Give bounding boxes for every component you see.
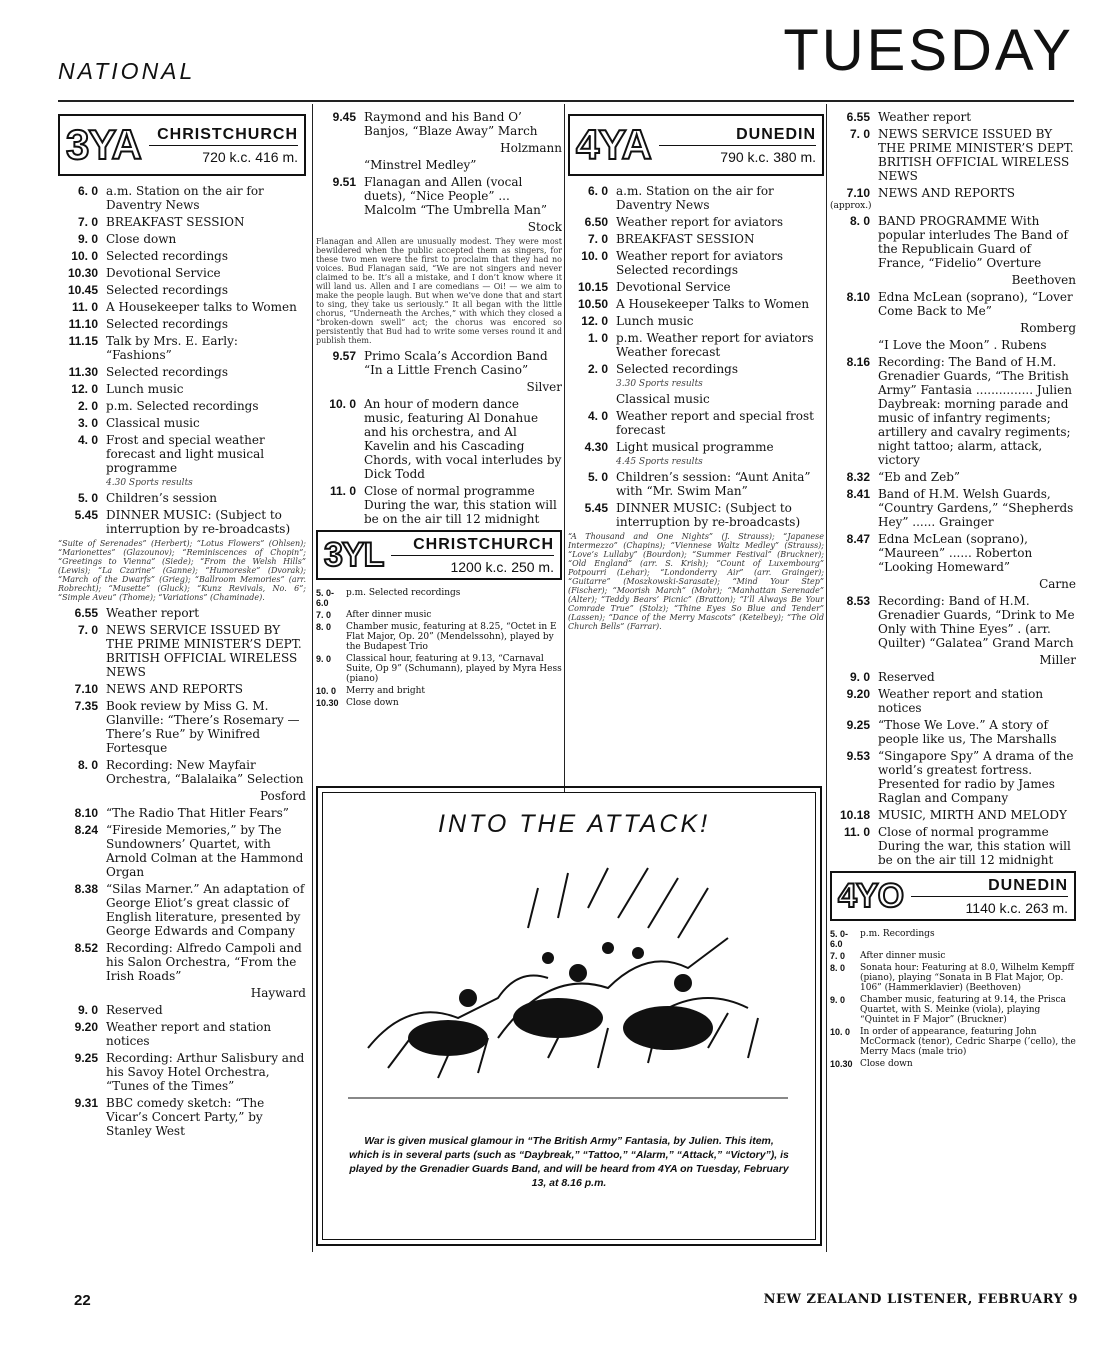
entry-time: 7. 0 [587, 232, 608, 246]
entry-time: 2. 0 [587, 362, 608, 376]
entry-time: 8. 0 [849, 214, 870, 228]
schedule-entry [58, 283, 306, 297]
schedule-entry [568, 362, 824, 376]
entry-time: 8.10 [74, 806, 98, 820]
entry-description: Children’s session [106, 491, 217, 505]
schedule-list [316, 397, 562, 526]
schedule-list [830, 355, 1076, 574]
schedule-entry [58, 249, 306, 263]
entry-description: “Singapore Spy” A drama of the world’s greatest fortress. Presented for radio by James Raglan and Company [878, 749, 1074, 805]
schedule-entry [58, 365, 306, 379]
entry-description: Selected recordings [616, 362, 739, 376]
entry-time: 9.20 [846, 687, 870, 701]
entry-description: “Those We Love.” A story of people like us, The Marshalls [878, 718, 1057, 746]
entry-time: 9.25 [74, 1051, 98, 1065]
page-number: 22 [74, 1292, 91, 1309]
schedule-entry [316, 484, 562, 526]
schedule-entry [568, 409, 824, 437]
entry-time: 4.30 [584, 440, 608, 454]
schedule-entry [568, 501, 824, 529]
schedule-entry [568, 440, 824, 454]
entry-time: 5. 0 [587, 470, 608, 484]
entry-time: 9.25 [846, 718, 870, 732]
schedule-entry [316, 622, 562, 652]
sports-results: 3.30 Sports results [616, 379, 703, 389]
entry-time: 10.45 [67, 283, 98, 297]
entry-time: 7.10 [74, 682, 98, 696]
schedule-entry [58, 334, 306, 362]
entry-description: Weather report for aviators Selected recordings [616, 249, 784, 277]
schedule-entry [58, 1003, 306, 1017]
schedule-entry [316, 686, 562, 696]
schedule-entry [58, 433, 306, 475]
section-label: NATIONAL [58, 58, 196, 84]
into-the-attack-feature [316, 786, 822, 1246]
schedule-list [830, 929, 1076, 1069]
entry-description: In order of appearance, featuring John McCormack (tenor), Cedric Sharpe (’cello), the Merry Macs (male trio) [860, 1027, 1076, 1057]
schedule-entry [568, 249, 824, 277]
composer-credit: Romberg [1020, 321, 1076, 335]
schedule-entry [830, 951, 1076, 961]
schedule-entry [58, 699, 306, 755]
publication-footer: NEW ZEALAND LISTENER, FEBRUARY 9 [763, 1292, 1078, 1307]
entry-description: Selected recordings [106, 317, 229, 331]
entry-description: Primo Scala’s Accordion Band “In a Little French Casino” [364, 349, 548, 377]
schedule-entry [58, 508, 306, 536]
schedule-entry [316, 654, 562, 684]
day-title: TUESDAY [783, 18, 1074, 83]
entry-description: After dinner music [860, 951, 946, 961]
schedule-entry [830, 670, 1076, 684]
entry-description: Sonata hour: Featuring at 8.0, Wilhelm Kempff (piano), playing “Sonata in B Flat Major, Op. 106” (Hammerklavier) (Beethoven) [860, 963, 1074, 993]
schedule-list [316, 588, 562, 708]
entry-description: NEWS AND REPORTS [106, 682, 243, 696]
schedule-list [58, 1003, 306, 1138]
entry-time: 10. 0 [581, 249, 608, 263]
entry-description: Band of H.M. Welsh Guards, “Country Gardens,” “Shepherds Hey” ...... Grainger [878, 487, 1074, 529]
entry-description: “Fireside Memories,” by The Sundowners’ Quartet, with Arnold Colman at the Hammond Organ [106, 823, 304, 879]
entry-time: 8.24 [74, 823, 98, 837]
entry-description: Close down [860, 1059, 913, 1069]
schedule-entry [58, 266, 306, 280]
schedule-list [58, 606, 306, 786]
schedule-list [316, 349, 562, 377]
entry-description: p.m. Weather report for aviators Weather forecast [616, 331, 814, 359]
schedule-entry [568, 470, 824, 498]
entry-time: 9.51 [332, 175, 356, 189]
entry-time: 11.15 [68, 334, 98, 348]
schedule-list [568, 184, 824, 376]
entry-time: 12. 0 [581, 314, 608, 328]
entry-time: 3. 0 [77, 416, 98, 430]
station-code: 4YA [576, 121, 651, 168]
entry-description: DINNER MUSIC: (Subject to interruption by re-broadcasts) [616, 501, 801, 529]
entry-description: Selected recordings [106, 365, 229, 379]
entry-time: 11. 0 [329, 484, 356, 498]
entry-time: 10. 0 [71, 249, 98, 263]
schedule-entry [316, 110, 562, 138]
schedule-entry [58, 1020, 306, 1048]
entry-time: 7. 0 [77, 623, 98, 637]
schedule-entry [830, 290, 1076, 318]
schedule-entry [830, 186, 1076, 200]
entry-time: 5. 0-6.0 [830, 929, 849, 949]
entry-description: BREAKFAST SESSION [106, 215, 245, 229]
entry-time: 5.45 [74, 508, 98, 522]
station-frequency: 1200 k.c. 250 m. [450, 558, 554, 575]
entry-time: 9.53 [846, 749, 870, 763]
entry-description: BBC comedy sketch: “The Vicar’s Concert Party,” by Stanley West [106, 1096, 265, 1138]
entry-description: Chamber music, featuring at 9.14, the Prisca Quartet, with S. Meinke (viola), playing “Quintet in F Major” (Bruckner) [860, 995, 1066, 1025]
station-city: CHRISTCHURCH [391, 536, 554, 556]
entry-time: 11. 0 [71, 300, 98, 314]
entry-description: Weather report for aviators [616, 215, 784, 229]
entry-description: p.m. Selected recordings [106, 399, 259, 413]
entry-description: BAND PROGRAMME With popular interludes The Band of the Republicain Guard of France, “Fidelio” Overture [878, 214, 1068, 270]
schedule-list [568, 470, 824, 529]
schedule-entry [830, 718, 1076, 746]
entry-description: Flanagan and Allen (vocal duets), “Nice People” ... Malcolm “The Umbrella Man” [364, 175, 547, 217]
entry-description: Talk by Mrs. E. Early: “Fashions” [106, 334, 238, 362]
schedule-entry [58, 317, 306, 331]
entry-description: Selected recordings [106, 249, 229, 263]
entry-description: “Eb and Zeb” [878, 470, 961, 484]
schedule-list [316, 110, 562, 138]
schedule-list [568, 409, 824, 454]
schedule-list [316, 175, 562, 217]
schedule-entry [58, 882, 306, 938]
entry-time: 7.10 [846, 186, 870, 200]
column-3ya [58, 110, 306, 1141]
schedule-entry [58, 806, 306, 820]
schedule-list [830, 670, 1076, 867]
schedule-entry [568, 232, 824, 246]
entry-description: Lunch music [106, 382, 184, 396]
entry-description: Chamber music, featuring at 8.25, “Octet in E Flat Major, Op. 20” (Mendelssohn), played by the Budapest Trio [346, 622, 557, 652]
entry-time: 8.47 [846, 532, 870, 546]
composer-credit: Miller [1039, 653, 1076, 667]
program-title: “Minstrel Medley” [364, 158, 477, 172]
entry-description: Recording: New Mayfair Orchestra, “Balalaika” Selection [106, 758, 304, 786]
entry-description: Recording: Band of H.M. Grenadier Guards, “Drink to Me Only with Thine Eyes” . (arr. Quilter) “Galatea” Grand March [878, 594, 1075, 650]
schedule-list [830, 594, 1076, 650]
sports-results: 4.45 Sports results [616, 457, 703, 467]
schedule-entry [58, 623, 306, 679]
station-city: DUNEDIN [659, 126, 816, 146]
entry-description: Reserved [106, 1003, 163, 1017]
schedule-entry [58, 184, 306, 212]
schedule-entry [58, 1051, 306, 1093]
composer-credit: Posford [259, 789, 306, 803]
entry-time: 12. 0 [71, 382, 98, 396]
entry-time: 6.55 [74, 606, 98, 620]
entry-description: Recording: Alfredo Campoli and his Salon Orchestra, “From the Irish Roads” [106, 941, 302, 983]
entry-time: 10.50 [577, 297, 608, 311]
entry-description: Selected recordings [106, 283, 229, 297]
entry-time: 10.30 [316, 698, 339, 708]
entry-time: 7. 0 [316, 610, 332, 620]
station-code: 4YO [838, 877, 904, 915]
schedule-entry [830, 963, 1076, 993]
entry-description: p.m. Recordings [860, 929, 935, 939]
schedule-entry [58, 823, 306, 879]
schedule-list [58, 184, 306, 475]
entry-time: 7. 0 [830, 951, 846, 961]
entry-description: Close down [106, 232, 177, 246]
feature-caption: War is given musical glamour in “The British Army” Fantasia, by Julien. This item, which is in several parts (such as “Daybreak,” “Tattoo,” “Alarm,” “Attack,” “Victory”), is played by the Grenadier Guards Band, and will be heard from 4YA on Tuesday, February 13, at 8.16 p.m. [349, 1135, 789, 1189]
entry-description: a.m. Station on the air for Daventry News [616, 184, 774, 212]
station-box-3yl [316, 530, 562, 580]
composer-credit: Carne [1039, 577, 1076, 591]
schedule-entry [58, 232, 306, 246]
entry-time: 1. 0 [587, 331, 608, 345]
entry-time: 8.52 [74, 941, 98, 955]
station-city: CHRISTCHURCH [149, 126, 298, 146]
entry-time: 7. 0 [849, 127, 870, 141]
schedule-entry [316, 610, 562, 620]
composer-credit: Beethoven [1011, 273, 1076, 287]
entry-time: 10.30 [830, 1059, 853, 1069]
schedule-entry [58, 300, 306, 314]
entry-description: Close of normal programme During the war, this station will be on the air till 12 midnight [364, 484, 557, 526]
schedule-entry [58, 382, 306, 396]
entry-description: Weather report [878, 110, 972, 124]
entry-description: An hour of modern dance music, featuring Al Donahue and his orchestra, and Al Kavelin and his Cascading Chords, with vocal interludes by Dick Todd [364, 397, 562, 481]
entry-description: Devotional Service [106, 266, 221, 280]
entry-description: Raymond and his Band O’ Banjos, “Blaze Away” March [364, 110, 538, 138]
schedule-entry [830, 355, 1076, 467]
schedule-entry [830, 929, 1076, 949]
schedule-entry [58, 491, 306, 505]
station-box-4ya [568, 114, 824, 176]
entry-description: p.m. Selected recordings [346, 588, 461, 598]
entry-time: 9. 0 [849, 670, 870, 684]
schedule-entry [830, 470, 1076, 484]
entry-description: MUSIC, MIRTH AND MELODY [878, 808, 1067, 822]
entry-description: Classical hour, featuring at 9.13, “Carnaval Suite, Op 9” (Schumann), played by Myra Hess (piano) [346, 654, 562, 684]
station-box-3ya [58, 114, 306, 176]
entry-time: 6. 0 [587, 184, 608, 198]
entry-time: 8.32 [846, 470, 870, 484]
station-box-4yo [830, 871, 1076, 921]
schedule-list [830, 214, 1076, 270]
entry-description: A Housekeeper talks to Women [106, 300, 297, 314]
entry-time: 6. 0 [77, 184, 98, 198]
entry-description: Edna McLean (soprano), “Lover Come Back to Me” [878, 290, 1073, 318]
entry-time: 9.45 [332, 110, 356, 124]
entry-time: 4. 0 [587, 409, 608, 423]
entry-description: NEWS SERVICE ISSUED BY THE PRIME MINISTER’S DEPT. BRITISH OFFICIAL WIRELESS NEWS [878, 127, 1074, 183]
entry-description: Weather report and station notices [878, 687, 1044, 715]
entry-time: 8.10 [846, 290, 870, 304]
entry-description: Children’s session: “Aunt Anita” with “Mr. Swim Man” [616, 470, 811, 498]
entry-description: Recording: The Band of H.M. Grenadier Guards, “The British Army” Fantasia ............... Julien Daybreak: morning parade and music of infantry regiments; artillery and cavalry regiments; night tattoo; alarm, attack, victory [878, 355, 1072, 467]
schedule-entry [830, 1059, 1076, 1069]
schedule-entry [568, 215, 824, 229]
entry-description: Merry and bright [346, 686, 425, 696]
station-frequency: 1140 k.c. 263 m. [965, 899, 1068, 916]
column-4ya [568, 110, 824, 780]
entry-time: 10. 0 [329, 397, 356, 411]
schedule-entry [568, 314, 824, 328]
entry-description: Close of normal programme During the war, this station will be on the air till 12 midnight [878, 825, 1071, 867]
composer-credit: Hayward [250, 986, 306, 1000]
station-city: DUNEDIN [911, 877, 1068, 897]
entry-time: 5. 0-6.0 [316, 588, 335, 608]
entry-description: NEWS AND REPORTS [878, 186, 1015, 200]
entry-description: A Housekeeper Talks to Women [616, 297, 810, 311]
entry-time: 6.55 [846, 110, 870, 124]
entry-time: 9. 0 [77, 232, 98, 246]
schedule-entry [830, 749, 1076, 805]
entry-time: 10. 0 [830, 1027, 851, 1037]
entry-description: a.m. Station on the air for Daventry News [106, 184, 264, 212]
column-divider [312, 104, 313, 1252]
entry-description: Reserved [878, 670, 935, 684]
entry-description: Light musical programme [616, 440, 774, 454]
entry-description: Close down [346, 698, 399, 708]
column-divider [564, 104, 565, 792]
schedule-entry [316, 698, 562, 708]
schedule-entry [58, 758, 306, 786]
schedule-entry [58, 215, 306, 229]
entry-time: 10.30 [67, 266, 98, 280]
station-code: 3YA [66, 121, 141, 168]
schedule-entry [316, 349, 562, 377]
dinner-music-list: “Suite of Serenades” (Herbert); “Lotus Flowers” (Ohlsen); “Marionettes” (Glazounov); “Reminiscences of Chopin”; “Greetings to Vienna” (Siede); “From the Welsh Hills” (Lewis); “La Czarine” (Ganne); “Humoreske” (Dvorak); “March of the Dwarfs” (Grieg); “Ballroom Memories” (arr. Robrecht); “Musette” (Gluck); “Kunz Revivals, No. 6”; “Simple Aveu” (Thome); “Variations” (Chaminade). [58, 539, 306, 602]
program-title: “I Love the Moon” . Rubens [878, 338, 1047, 352]
entry-time: 4. 0 [77, 433, 98, 447]
schedule-entry [568, 331, 824, 359]
schedule-entry [830, 532, 1076, 574]
station-frequency: 720 k.c. 416 m. [202, 148, 298, 165]
schedule-list [58, 806, 306, 983]
schedule-list [830, 290, 1076, 318]
entry-time: 6.50 [584, 215, 608, 229]
entry-time: 8.41 [846, 487, 870, 501]
entry-time: 9. 0 [77, 1003, 98, 1017]
schedule-entry [830, 808, 1076, 822]
entry-time: 8.53 [846, 594, 870, 608]
feature-title: INTO THE ATTACK! [438, 810, 711, 838]
column-3ya-continued [316, 110, 562, 780]
column-4ya-continued [830, 110, 1076, 1071]
composer-credit: Holzmann [500, 141, 562, 155]
schedule-entry [830, 127, 1076, 183]
schedule-entry [830, 487, 1076, 529]
schedule-entry [58, 1096, 306, 1138]
entry-time: 11.10 [68, 317, 98, 331]
entry-time: 10.15 [577, 280, 608, 294]
entry-time: 7.35 [74, 699, 98, 713]
schedule-entry [568, 184, 824, 212]
entry-time: 9. 0 [830, 995, 846, 1005]
entry-time: 8.38 [74, 882, 98, 896]
schedule-entry [316, 175, 562, 217]
entry-time: 9.57 [332, 349, 356, 363]
station-code: 3YL [324, 536, 384, 574]
entry-description: Weather report [106, 606, 200, 620]
entry-time: 9. 0 [316, 654, 332, 664]
dinner-music-list: “A Thousand and One Nights” (J. Strauss); “Japanese Intermezzo” (Chapins); “Viennese Waltz Medley” (Strauss); “Love’s Lullaby” (Bourdon); “Summer Festival” (Bruckner); “Old England” (arr. S. Krish); “Count of Luxembourg” Potpourri (Lehar); “Londonderry Air” (arr. Grainger); “Guitarre” (Moszkowski-Sarasate); “Mind Your Step” (Fischer); “Moorish March” (Mohr); “Manhattan Serenade” (Alter); “Teddy Bears’ Picnic” (Bratton); “I’ll Always Be Your Comrade True” (Stolz); “Thine Eyes So Blue and Tender” (Lassen); “Dance of the Merry Mascots” (Ketelbey); “The Old Church Bells” (Farrar). [568, 532, 824, 631]
schedule-entry [58, 606, 306, 620]
cavalry-charge-illustration [348, 848, 788, 1108]
entry-time: 11.30 [68, 365, 98, 379]
entry-time: 11. 0 [843, 825, 870, 839]
entry-time: 5.45 [584, 501, 608, 515]
schedule-entry [830, 995, 1076, 1025]
schedule-entry [316, 588, 562, 608]
entry-description: Classical music [106, 416, 200, 430]
entry-time: 10. 0 [316, 686, 337, 696]
composer-credit: Stock [527, 220, 562, 234]
schedule-entry [58, 416, 306, 430]
entry-time: 9.31 [74, 1096, 98, 1110]
schedule-entry [58, 941, 306, 983]
schedule-entry [830, 214, 1076, 270]
schedule-list [58, 491, 306, 536]
entry-time: 8. 0 [316, 622, 332, 632]
entry-time: 10.18 [839, 808, 870, 822]
schedule-entry [830, 687, 1076, 715]
approx-note: (approx.) [830, 201, 872, 211]
entry-description: Edna McLean (soprano), “Maureen” ...... Roberton “Looking Homeward” [878, 532, 1033, 574]
schedule-entry [830, 1027, 1076, 1057]
schedule-entry [316, 397, 562, 481]
program-title: Classical music [616, 392, 710, 406]
entry-time: 9.20 [74, 1020, 98, 1034]
composer-credit: Silver [526, 380, 562, 394]
schedule-entry [568, 280, 824, 294]
flanagan-allen-story: Flanagan and Allen are unusually modest. They were most bewildered when the public accepted them as singers, for these two men were the first to proclaim that they had no voices. Bud Flanagan said, “We are not singers and never claimed to be. It’s all a mistake, and I don’t know where it will land us. Allen and I are comedians — Oi! — we aim to make the people laugh. But when we’ve done that and start to sing, they take us seriously.” It all began with the little chorus, “Underneath the Arches,” with which they closed a “broken-down swell” act; the chorus was encored so persistently that Bud had to write some verses round it and publish them. [316, 237, 562, 345]
entry-description: NEWS SERVICE ISSUED BY THE PRIME MINISTER’S DEPT. BRITISH OFFICIAL WIRELESS NEWS [106, 623, 302, 679]
entry-time: 8. 0 [830, 963, 846, 973]
schedule-list [830, 110, 1076, 200]
entry-description: Lunch music [616, 314, 694, 328]
entry-time: 2. 0 [77, 399, 98, 413]
entry-description: “Silas Marner.” An adaptation of George Eliot’s great classic of English literature, presented by George Edwards and Company [106, 882, 305, 938]
column-divider [826, 104, 827, 1252]
schedule-entry [830, 825, 1076, 867]
entry-description: Weather report and special frost forecast [616, 409, 814, 437]
sports-results: 4.30 Sports results [106, 478, 193, 488]
entry-description: Recording: Arthur Salisbury and his Savoy Hotel Orchestra, “Tunes of the Times” [106, 1051, 305, 1093]
entry-description: Weather report and station notices [106, 1020, 272, 1048]
entry-description: “The Radio That Hitler Fears” [106, 806, 289, 820]
entry-time: 7. 0 [77, 215, 98, 229]
schedule-entry [830, 594, 1076, 650]
station-frequency: 790 k.c. 380 m. [720, 148, 816, 165]
entry-time: 5. 0 [77, 491, 98, 505]
entry-description: After dinner music [346, 610, 432, 620]
schedule-entry [58, 682, 306, 696]
entry-description: DINNER MUSIC: (Subject to interruption by re-broadcasts) [106, 508, 291, 536]
schedule-entry [58, 399, 306, 413]
schedule-entry [568, 297, 824, 311]
entry-description: Frost and special weather forecast and light musical programme [106, 433, 265, 475]
entry-description: Book review by Miss G. M. Glanville: “There’s Rosemary — There’s Rue” by Winifred Fortesque [106, 699, 300, 755]
header-rule [58, 100, 1074, 102]
schedule-entry [830, 110, 1076, 124]
entry-description: Devotional Service [616, 280, 731, 294]
entry-time: 8. 0 [77, 758, 98, 772]
entry-description: BREAKFAST SESSION [616, 232, 755, 246]
entry-time: 8.16 [846, 355, 870, 369]
